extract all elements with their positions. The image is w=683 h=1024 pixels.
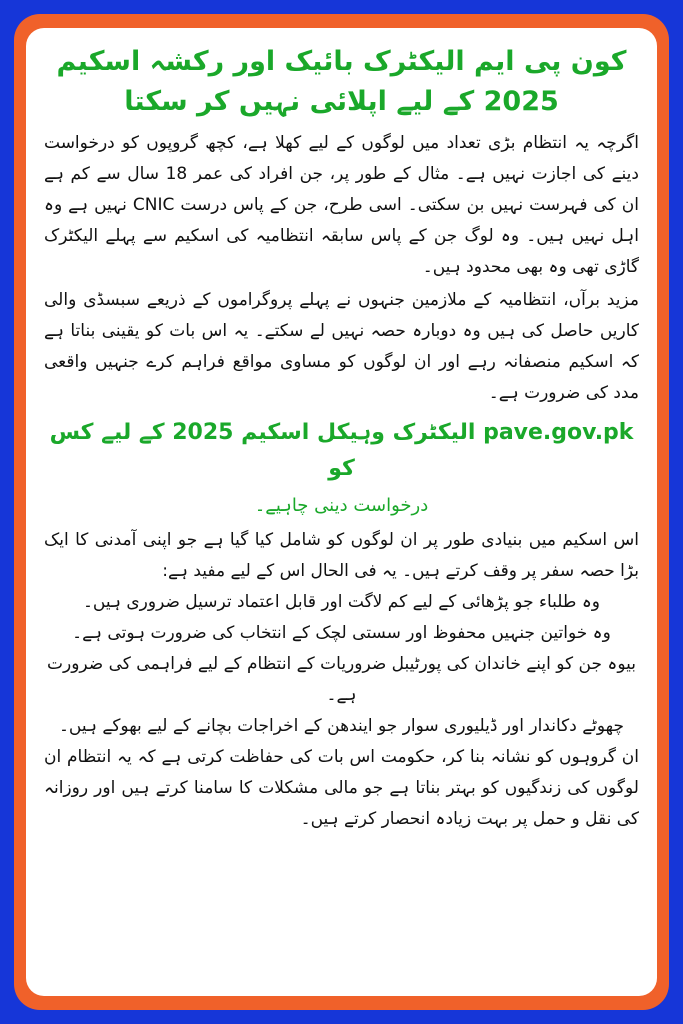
list-item: وہ خواتین جنہیں محفوظ اور سستی لچک کے انتخاب کی ضرورت ہوتی ہے۔ (72, 623, 611, 643)
article (26, 28, 657, 996)
list-item: وہ طلباء جو پڑھائی کے لیے کم لاگت اور قابل اعتماد ترسیل ضروری ہیں۔ (82, 592, 601, 612)
page-title: کون پی ایم الیکٹرک بائیک اور رکشہ اسکیم 2025 کے لیے اپلائی نہیں کر سکتا (56, 46, 627, 117)
section2-intro: اس اسکیم میں بنیادی طور پر ان لوگوں کو شامل کیا گیا ہے جو اپنی آمدنی کا ایک بڑا حصہ سفر پر وقف کرتے ہیں۔ یہ فی الحال اس کے لیے مفید ہے: (44, 530, 639, 581)
section-heading: pave.gov.pk الیکٹرک وہیکل اسکیم 2025 کے لیے کس کو (49, 420, 634, 481)
list-item: چھوٹے دکاندار اور ڈیلیوری سوار جو ایندھن کے اخراجات بچانے کے لیے بھوکے ہیں۔ (58, 716, 625, 736)
orange-frame (14, 14, 669, 1010)
intro-paragraph-2: مزید برآں، انتظامیہ کے ملازمین جنہوں نے پہلے پروگراموں کے ذریعے سبسڈی والی کاریں حاصل کی ہیں وہ دوبارہ حصہ نہیں لے سکتے۔ یہ اس بات کو یقینی بناتا ہے کہ اسکیم منصفانہ رہے اور ان لوگوں کو مساوی مواقع فراہم کرے جنہیں واقعی مدد کی ضرورت ہے۔ (44, 290, 639, 403)
closing-paragraph: ان گروہوں کو نشانہ بنا کر، حکومت اس بات کی حفاظت کرتی ہے کہ یہ انتظام ان لوگوں کی زندگیوں کو بہتر بناتا ہے جو مالی مشکلات کا سامنا کرتے ہیں اور روزانہ کی نقل و حمل پر بہت زیادہ انحصار کرتے ہیں۔ (44, 747, 639, 829)
content-card (26, 28, 657, 996)
section-heading-line2: درخواست دینی چاہیے۔ (254, 495, 429, 516)
beneficiary-list (44, 587, 639, 742)
list-item: بیوہ جن کو اپنے خاندان کی پورٹیبل ضروریات کے انتظام کے لیے فراہمی کی ضرورت ہے۔ (47, 654, 636, 705)
intro-paragraph-1: اگرچہ یہ انتظام بڑی تعداد میں لوگوں کے لیے کھلا ہے، کچھ گروپوں کو درخواست دینے کی اجازت نہیں ہے۔ مثال کے طور پر، جن افراد کی عمر 18 سال سے کم ہے ان کی فہرست نہیں بن سکتی۔ اسی طرح، جن کے پاس درست CNIC نہیں ہے وہ اہل نہیں ہیں۔ وہ لوگ جن کے پاس سابقہ انتظامیہ کی اسکیم سے پہلے الیکٹرک گاڑی تھی وہ بھی محدود ہیں۔ (44, 133, 639, 277)
